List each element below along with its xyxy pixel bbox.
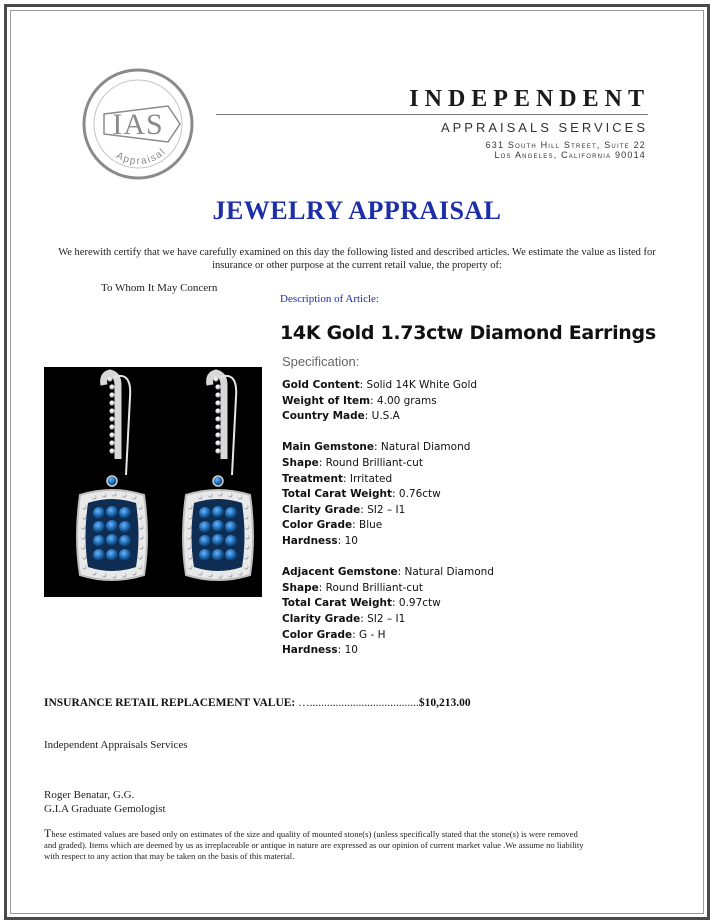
appraiser-title: G.I.A Graduate Gemologist — [44, 803, 166, 815]
spec-main-treatment: Treatment: Irritated — [282, 472, 393, 485]
spec-country: Country Made: U.S.A — [282, 410, 400, 423]
spec-spacer — [282, 550, 612, 566]
company-logo — [80, 66, 196, 182]
specification-label: Specification: — [282, 354, 360, 369]
company-address-line2: Los Angeles, California 90014 — [494, 150, 646, 160]
signature-company: Independent Appraisals Services — [44, 739, 188, 751]
replacement-value-label: INSURANCE RETAIL REPLACEMENT VALUE: — [44, 697, 296, 709]
spec-weight: Weight of Item: 4.00 grams — [282, 394, 437, 407]
company-name: INDEPENDENT — [409, 86, 650, 112]
spec-main-clarity: Clarity Grade: SI2 – I1 — [282, 503, 406, 516]
replacement-value-line — [44, 697, 471, 709]
earrings-photo — [44, 367, 262, 597]
specifications-list — [282, 378, 612, 659]
company-subtitle: APPRAISALS SERVICES — [440, 120, 648, 135]
spec-main-color: Color Grade: Blue — [282, 519, 383, 532]
left-earring — [77, 373, 147, 580]
spec-adjacent-color: Color Grade: G - H — [282, 628, 386, 641]
certification-text: We herewith certify that we have carefully examined on this day the following listed and described articles. We estimate the value as listed for insurance or other purpose at the current retail value, the property of: — [58, 247, 656, 271]
spec-gold-content: Gold Content: Solid 14K White Gold — [282, 379, 478, 391]
spec-main-shape: Shape: Round Brilliant-cut — [282, 456, 423, 469]
logo-caption: Appraisal — [114, 146, 169, 168]
ias-logo-graphic — [80, 66, 196, 182]
earrings-illustration — [44, 367, 262, 597]
spec-adjacent-clarity: Clarity Grade: SI2 – I1 — [282, 612, 406, 625]
disclaimer-text — [44, 828, 584, 862]
logo-letters: IAS — [112, 108, 164, 141]
item-title: 14K Gold 1.73ctw Diamond Earrings — [280, 322, 656, 344]
right-earring — [183, 373, 253, 580]
spec-adjacent-shape: Shape: Round Brilliant-cut — [282, 581, 423, 594]
spec-main-hardness: Hardness: 10 — [282, 534, 358, 547]
spec-main-gemstone: Main Gemstone: Natural Diamond — [282, 441, 471, 454]
recipient: To Whom It May Concern — [101, 282, 218, 294]
company-address-line1: 631 South Hill Street, Suite 22 — [485, 140, 646, 150]
spec-adjacent-hardness: Hardness: 10 — [282, 644, 358, 657]
disclaimer-first-letter: T — [44, 826, 52, 840]
document-title: JEWELRY APPRAISAL — [212, 196, 502, 225]
spec-adjacent-gemstone: Adjacent Gemstone: Natural Diamond — [282, 566, 494, 579]
replacement-value-amount: $10,213.00 — [418, 697, 471, 709]
header-rule — [216, 114, 648, 115]
spec-main-carat: Total Carat Weight: 0.76ctw — [282, 488, 441, 501]
company-header — [390, 86, 650, 113]
description-label: Description of Article: — [280, 293, 379, 305]
disclaimer-body: hese estimated values are based only on estimates of the size and quality of mounted stone(s) (unless specifically stated that the stone(s) is were removed and graded). Items which are deemed by us as irreplaceable or antique in nature are expressed as our opinion of current market value .We assume no liability with respect to any action that may be taken on the basis of this material. — [44, 829, 584, 861]
replacement-value-leader: …...................................... — [298, 697, 419, 709]
spec-adjacent-carat: Total Carat Weight: 0.97ctw — [282, 597, 441, 610]
appraiser-name: Roger Benatar, G.G. — [44, 789, 135, 801]
spec-spacer — [282, 425, 612, 441]
